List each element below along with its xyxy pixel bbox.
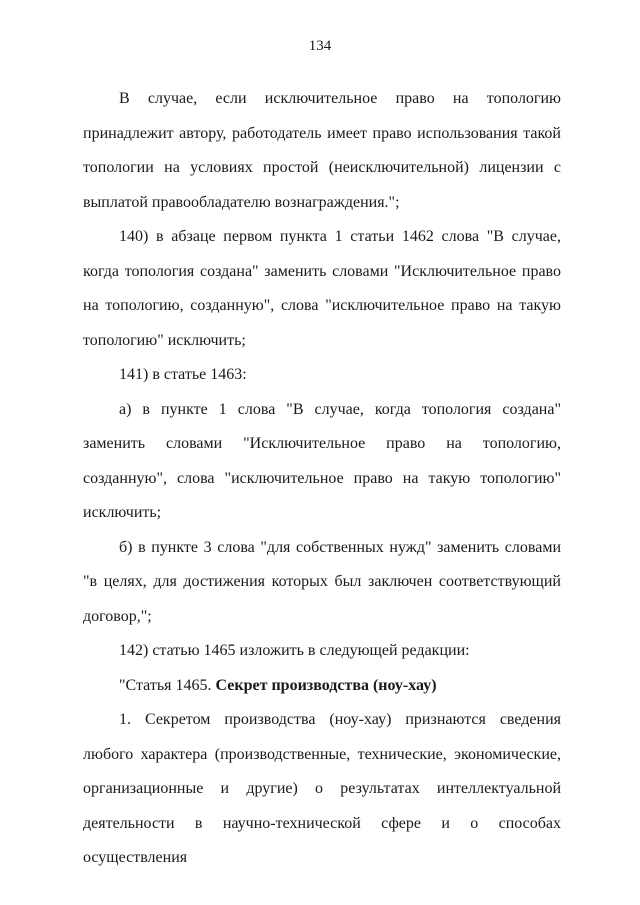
paragraph-item-142: 142) статью 1465 изложить в следующей редакции: — [119, 642, 470, 659]
article-heading-title: Секрет производства (ноу-хау) — [215, 676, 437, 694]
paragraph-topology-author: В случае, если исключительное право на топологию принадлежит автору, работодатель имеет право использования такой топологии на условиях простой (неисключительной) лицензии с выплатой правообладателю вознаграждения."; — [83, 90, 561, 211]
paragraph-item-141: 141) в статье 1463: — [119, 366, 247, 383]
article-heading — [83, 669, 561, 704]
paragraph-subitem-a: а) в пункте 1 слова "В случае, когда топология создана" заменить словами "Исключительное право на топологию, созданную", слова "исключительное право на такую топологию" исключить; — [83, 400, 561, 521]
document-body — [83, 82, 561, 876]
page-number: 134 — [308, 38, 332, 54]
paragraph-know-how-definition: 1. Секретом производства (ноу-хау) признаются сведения любого характера (производственные, технические, экономические, организационные и другие) о результатах интеллектуальной деятельности в научно-технической сфере и о способах осуществления — [83, 711, 561, 866]
article-heading-prefix: "Статья 1465. — [119, 676, 216, 694]
paragraph-item-140: 140) в абзаце первом пункта 1 статьи 1462 слова "В случае, когда топология создана" заменить словами "Исключительное право на топологию, созданную", слова "исключительное право на такую топологию" исключить; — [83, 228, 561, 349]
paragraph-subitem-b: б) в пункте 3 слова "для собственных нужд" заменить словами "в целях, для достижения которых был заключен соответствующий договор,"; — [83, 538, 561, 625]
